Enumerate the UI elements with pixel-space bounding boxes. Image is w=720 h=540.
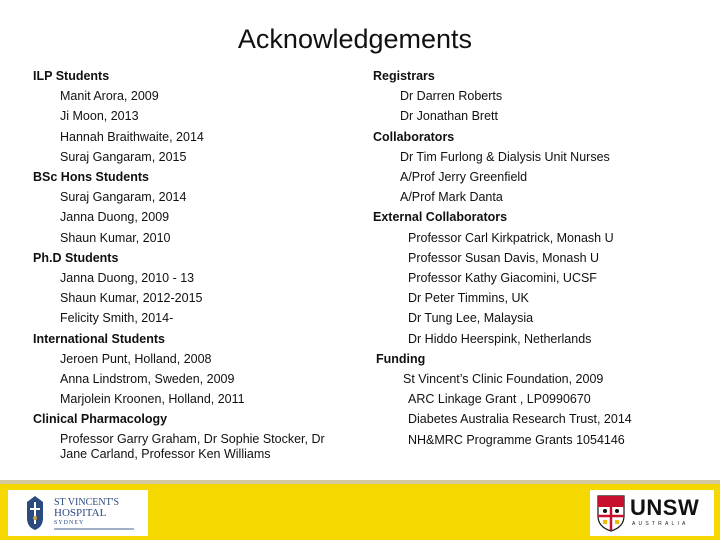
right-column (373, 66, 703, 450)
section-heading-phd: Ph.D Students (33, 250, 119, 265)
section-heading-external: External Collaborators (373, 210, 508, 225)
unsw-subtitle: AUSTRALIA (632, 521, 689, 527)
section-heading-funding: Funding (376, 351, 426, 366)
list-item: Anna Lindstrom, Sweden, 2009 (60, 372, 235, 387)
slide-title: Acknowledgements (237, 24, 473, 54)
list-item: Dr Jonathan Brett (400, 109, 498, 124)
list-item: Jeroen Punt, Holland, 2008 (60, 351, 212, 366)
svh-line2: HOSPITAL (54, 507, 107, 519)
list-item: Manit Arora, 2009 (60, 89, 159, 104)
section-heading-international: International Students (33, 331, 165, 346)
list-item: Professor Susan Davis, Monash U (408, 250, 600, 265)
list-item: Janna Duong, 2009 (60, 210, 170, 225)
svh-line3: SYDNEY (54, 520, 85, 526)
left-column (33, 66, 333, 463)
list-item: Diabetes Australia Research Trust, 2014 (408, 412, 632, 427)
list-item: Professor Kathy Giacomini, UCSF (408, 271, 597, 286)
list-item: Dr Hiddo Heerspink, Netherlands (408, 331, 592, 346)
list-item: St Vincent’s Clinic Foundation, 2009 (403, 372, 604, 387)
unsw-logo (590, 490, 714, 536)
list-item: Professor Carl Kirkpatrick, Monash U (408, 230, 614, 245)
list-item: Suraj Gangaram, 2014 (60, 190, 187, 205)
unsw-wordmark: UNSW (630, 495, 700, 520)
st-vincents-crest-icon (24, 494, 46, 532)
list-item: Shaun Kumar, 2012-2015 (60, 291, 203, 306)
list-item: NH&MRC Programme Grants 1054146 (408, 432, 625, 447)
section-heading-bsc: BSc Hons Students (33, 170, 149, 185)
list-item: Shaun Kumar, 2010 (60, 230, 171, 245)
section-heading-pharmacology: Clinical Pharmacology (33, 412, 168, 427)
svh-underline (54, 528, 134, 530)
list-item: Professor Garry Graham, Dr Sophie Stocker, Dr Jane Carland, Professor Ken Williams (60, 431, 325, 462)
list-item: Hannah Braithwaite, 2014 (60, 129, 204, 144)
list-item: Suraj Gangaram, 2015 (60, 149, 187, 164)
list-item: Dr Tim Furlong & Dialysis Unit Nurses (400, 149, 610, 164)
section-heading-collaborators: Collaborators (373, 129, 455, 144)
footer-bar (0, 484, 720, 540)
list-item: A/Prof Mark Danta (400, 190, 503, 205)
list-item: Dr Darren Roberts (400, 89, 503, 104)
st-vincents-logo (8, 490, 148, 536)
svh-line1: ST VINCENT'S (54, 497, 120, 508)
list-item: Ji Moon, 2013 (60, 109, 139, 124)
list-item: A/Prof Jerry Greenfield (400, 170, 528, 185)
list-item: Dr Peter Timmins, UK (408, 291, 529, 306)
list-item: Marjolein Kroonen, Holland, 2011 (60, 392, 245, 407)
section-heading-registrars: Registrars (373, 69, 435, 83)
list-item: Dr Tung Lee, Malaysia (408, 311, 534, 326)
unsw-crest-icon (596, 494, 626, 532)
list-item: ARC Linkage Grant , LP0990670 (408, 392, 591, 407)
list-item: Janna Duong, 2010 - 13 (60, 271, 195, 286)
st-vincents-wordmark (54, 498, 119, 528)
section-heading-ilp: ILP Students (33, 69, 110, 83)
list-item: Felicity Smith, 2014- (60, 311, 174, 326)
